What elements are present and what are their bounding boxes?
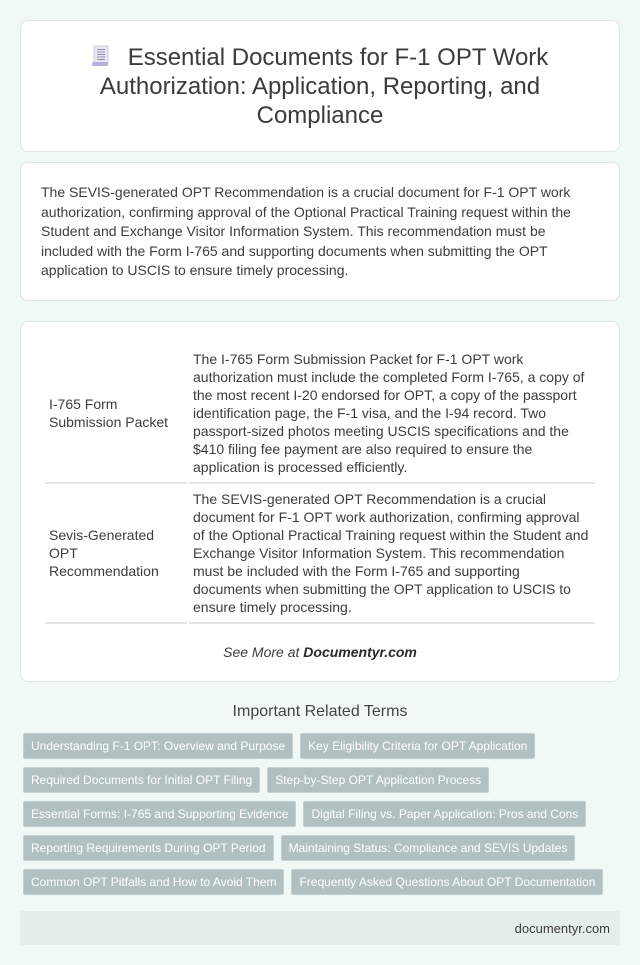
summary-card <box>20 162 620 301</box>
related-term-tag[interactable]: Frequently Asked Questions About OPT Documentation <box>291 869 603 895</box>
related-term-tag[interactable]: Understanding F-1 OPT: Overview and Purpose <box>23 733 293 759</box>
footer <box>20 911 620 945</box>
description-cell: The SEVIS-generated OPT Recommendation is a crucial document for F-1 OPT work authorization, confirming approval of the Optional Practical Training request within the Student and Exchange Visitor Information System. This recommendation must be included with the Form I-765 and supporting documents when submitting the OPT application to USCIS to ensure timely processing. <box>189 484 595 624</box>
term-cell: Sevis-Generated OPT Recommendation <box>45 484 187 624</box>
table-row <box>45 344 595 484</box>
related-term-tag[interactable]: Required Documents for Initial OPT Filing <box>23 767 260 793</box>
description-cell: The I-765 Form Submission Packet for F-1 OPT work authorization must include the completed Form I-765, a copy of the most recent I-20 endorsed for OPT, a copy of the passport identification page, the F-1 visa, and the I-94 record. Two passport-sized photos meeting USCIS specifications and the $410 filing fee payment are also required to ensure the application is processed efficiently. <box>189 344 595 484</box>
document-table <box>43 344 597 624</box>
related-terms-title: Important Related Terms <box>232 703 408 720</box>
page-title <box>81 43 559 130</box>
summary-text: The SEVIS-generated OPT Recommendation is a crucial document for F-1 OPT work authorization, confirming approval of the Optional Practical Training request within the Student and Exchange Visitor Information System. This recommendation must be included with the Form I-765 and supporting documents when submitting the OPT application to USCIS to ensure timely processing. <box>41 184 571 278</box>
related-term-tag[interactable]: Maintaining Status: Compliance and SEVIS Updates <box>281 835 576 861</box>
related-term-tag[interactable]: Essential Forms: I-765 and Supporting Evidence <box>23 801 296 827</box>
table-row <box>45 484 595 624</box>
related-terms-list <box>20 733 620 895</box>
document-table-card <box>20 321 620 682</box>
term-cell: I-765 Form Submission Packet <box>45 344 187 484</box>
related-term-tag[interactable]: Key Eligibility Criteria for OPT Application <box>300 733 535 759</box>
footer-site-link[interactable]: documentyr.com <box>514 920 610 936</box>
related-term-tag[interactable]: Step-by-Step OPT Application Process <box>267 767 489 793</box>
related-term-tag[interactable]: Digital Filing vs. Paper Application: Pros and Cons <box>303 801 586 827</box>
page-title-text: Essential Documents for F-1 OPT Work Authorization: Application, Reporting, and Compliance <box>99 43 549 129</box>
header-card <box>20 20 620 152</box>
see-more-prefix: See More at <box>223 644 304 660</box>
see-more <box>43 644 597 660</box>
see-more-link[interactable]: Documentyr.com <box>303 644 417 660</box>
document-icon <box>92 45 110 67</box>
related-term-tag[interactable]: Reporting Requirements During OPT Period <box>23 835 274 861</box>
related-term-tag[interactable]: Common OPT Pitfalls and How to Avoid Them <box>23 869 284 895</box>
